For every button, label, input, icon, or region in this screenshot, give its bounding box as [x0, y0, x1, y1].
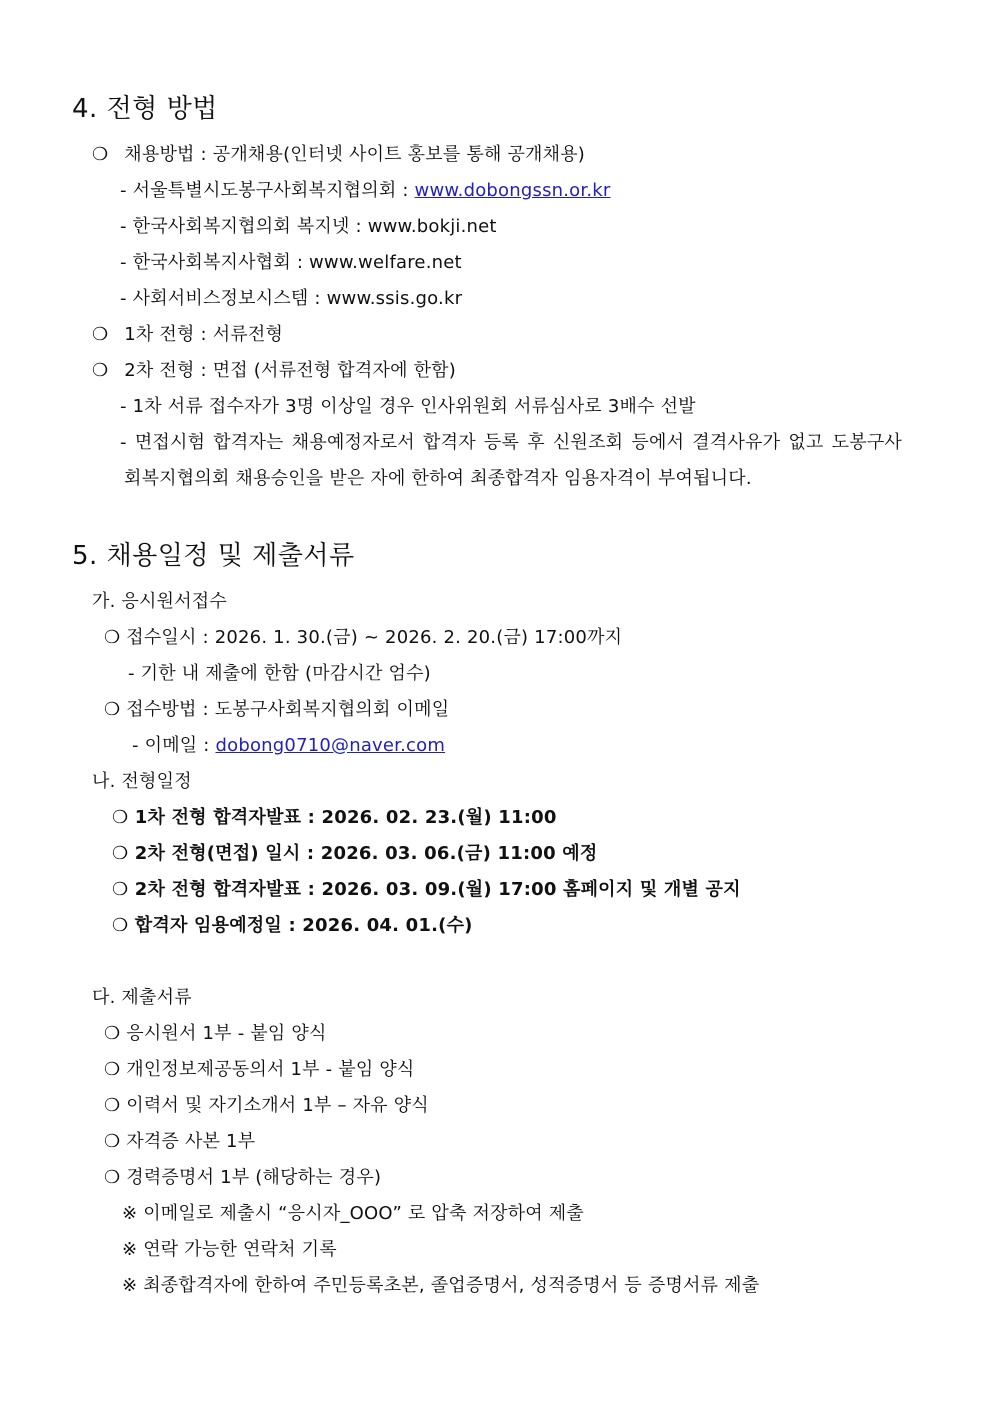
section4-heading: 4. 전형 방법: [72, 94, 218, 124]
stage2-note-1: - 1차 서류 접수자가 3명 이상일 경우 인사위원회 서류심사로 3배수 선발: [120, 396, 696, 417]
email-item: [132, 734, 445, 758]
circle-bullet-icon: ❍: [92, 144, 109, 165]
subsection-da-title: 다. 제출서류: [92, 987, 192, 1008]
document-item: ❍ 경력증명서 1부 (해당하는 경우): [104, 1167, 382, 1188]
stage1-text: 1차 전형 : 서류전형: [124, 324, 284, 345]
schedule-item: ❍ 2차 전형(면접) 일시 : 2026. 03. 06.(금) 11:00 예정: [112, 843, 598, 864]
document-note: ※ 최종합격자에 한하여 주민등록초본, 졸업증명서, 성적증명서 등 증명서류 제출: [122, 1275, 760, 1296]
document-note: ※ 연락 가능한 연락처 기록: [122, 1239, 337, 1260]
document-item: ❍ 개인정보제공동의서 1부 - 붙임 양식: [104, 1059, 415, 1080]
stage2-note-3: 회복지협의회 채용승인을 받은 자에 한하여 최종합격자 임용자격이 부여됩니다.: [124, 468, 752, 489]
site-item-dobongssn: [120, 179, 611, 203]
stage1-item: [92, 323, 283, 347]
site-link-dobongssn[interactable]: www.dobongssn.or.kr: [414, 180, 611, 201]
application-period: ❍ 접수일시 : 2026. 1. 30.(금) ~ 2026. 2. 20.(금) 17:00까지: [104, 627, 623, 648]
circle-bullet-icon: ❍: [92, 324, 109, 345]
email-link[interactable]: dobong0710@naver.com: [215, 735, 446, 756]
site-label: - 사회서비스정보시스템 :: [120, 288, 327, 309]
subsection-na-title: 나. 전형일정: [92, 771, 192, 792]
application-period-note: - 기한 내 제출에 한함 (마감시간 엄수): [128, 663, 431, 684]
application-method: ❍ 접수방법 : 도봉구사회복지협의회 이메일: [104, 699, 450, 720]
site-url-welfare: www.welfare.net: [309, 252, 462, 273]
document-item: ❍ 응시원서 1부 - 붙임 양식: [104, 1023, 327, 1044]
section5-heading: 5. 채용일정 및 제출서류: [72, 541, 355, 571]
stage2-text: 2차 전형 : 면접 (서류전형 합격자에 한함): [124, 360, 456, 381]
document-item: ❍ 이력서 및 자기소개서 1부 – 자유 양식: [104, 1095, 429, 1116]
schedule-item: ❍ 2차 전형 합격자발표 : 2026. 03. 09.(월) 17:00 홈페이지 및 개별 공지: [112, 879, 741, 900]
site-url-bokji: www.bokji.net: [367, 216, 497, 237]
document-item: ❍ 자격증 사본 1부: [104, 1131, 256, 1152]
schedule-item: ❍ 합격자 임용예정일 : 2026. 04. 01.(수): [112, 915, 473, 936]
site-item-welfare: [120, 251, 462, 275]
site-item-ssis: [120, 287, 462, 311]
site-url-ssis: www.ssis.go.kr: [326, 288, 463, 309]
schedule-item: ❍ 1차 전형 합격자발표 : 2026. 02. 23.(월) 11:00: [112, 807, 557, 828]
document-note: ※ 이메일로 제출시 “응시자_OOO” 로 압축 저장하여 제출: [122, 1203, 584, 1224]
stage2-note-2: - 면접시험 합격자는 채용예정자로서 합격자 등록 후 신원조회 등에서 결격사유가 없고 도봉구사: [120, 432, 902, 453]
subsection-ga-title: 가. 응시원서접수: [92, 591, 227, 612]
recruit-method-item: [92, 143, 585, 167]
email-label: - 이메일 :: [132, 735, 216, 756]
recruit-method-text: 채용방법 : 공개채용(인터넷 사이트 홍보를 통해 공개채용): [124, 144, 586, 165]
circle-bullet-icon: ❍: [92, 360, 109, 381]
stage2-item: [92, 359, 456, 383]
site-item-bokji: [120, 215, 497, 239]
site-label: - 한국사회복지협의회 복지넷 :: [120, 216, 368, 237]
site-label: - 한국사회복지사협회 :: [120, 252, 310, 273]
site-label: - 서울특별시도봉구사회복지협의회 :: [120, 180, 415, 201]
